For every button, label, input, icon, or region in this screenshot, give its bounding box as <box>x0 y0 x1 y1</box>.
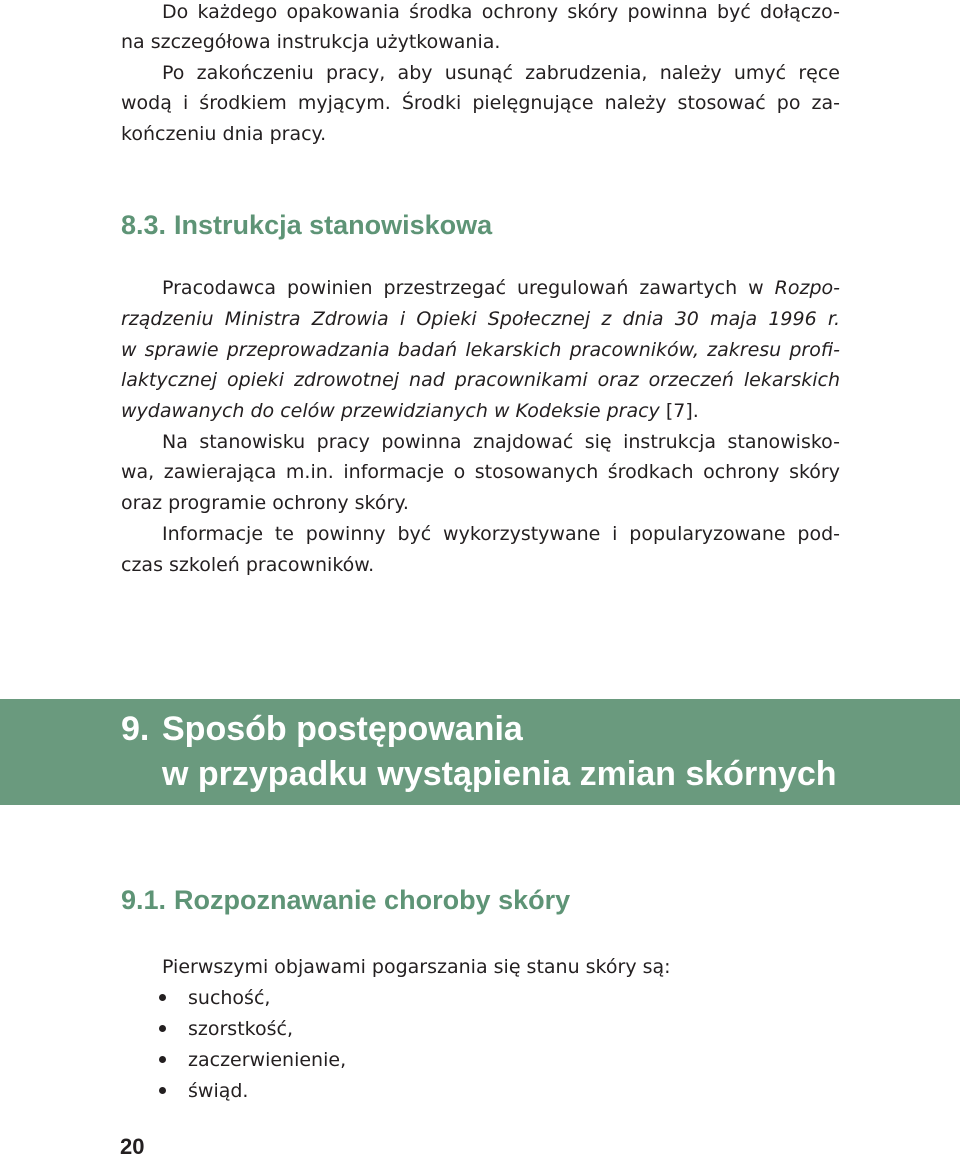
section-title: Rozpoznawanie choroby skóry <box>174 885 571 915</box>
section-number: 9.1. <box>121 885 167 915</box>
list-item: szorstkość, <box>188 1018 293 1040</box>
body-text-line: Na stanowisku pracy powinna znajdować się instrukcja stanowisko- <box>162 431 840 453</box>
list-item: zaczerwienienie, <box>188 1049 347 1071</box>
section-number: 8.3. <box>121 210 167 240</box>
body-text-line: wodą i środkiem myjącym. Środki pielęgnujące należy stosować po za- <box>121 92 840 114</box>
text-run: Pracodawca powinien przestrzegać uregulowań zawartych w <box>162 277 775 299</box>
citation: [7]. <box>659 400 699 422</box>
chapter-title-line-1: Sposób postępowania <box>162 710 523 748</box>
text-run-italic: wydawanych do celów przewidzianych w Kodeksie pracy <box>121 400 660 422</box>
body-text-line: w sprawie przeprowadzania badań lekarskich pracowników, zakresu profi- <box>121 339 840 361</box>
chapter-banner <box>0 699 960 805</box>
chapter-title-line-2: w przypadku wystąpienia zmian skórnych <box>162 755 837 793</box>
body-text-line: wa, zawierająca m.in. informacje o stosowanych środkach ochrony skóry <box>121 461 840 483</box>
bullet-icon <box>159 994 166 1001</box>
page-number: 20 <box>120 1134 145 1159</box>
list-item: suchość, <box>188 987 271 1009</box>
body-text-line: laktycznej opieki zdrowotnej nad pracownikami oraz orzeczeń lekarskich <box>121 369 840 391</box>
body-text-line: kończeniu dnia pracy. <box>121 123 327 145</box>
body-text-line: rządzeniu Ministra Zdrowia i Opieki Społecznej z dnia 30 maja 1996 r. <box>121 308 840 330</box>
bullet-icon <box>159 1056 166 1063</box>
list-item: świąd. <box>188 1080 249 1102</box>
body-text-line: oraz programie ochrony skóry. <box>121 492 409 514</box>
body-text-line: Informacje te powinny być wykorzystywane i popularyzowane pod- <box>162 523 840 545</box>
body-text-line: Po zakończeniu pracy, aby usunąć zabrudzenia, należy umyć ręce <box>162 62 840 84</box>
section-title: Instrukcja stanowiskowa <box>174 210 493 240</box>
body-text-line <box>162 276 840 300</box>
bullet-icon <box>159 1087 166 1094</box>
chapter-number: 9. <box>121 710 150 748</box>
section-heading-9-1 <box>121 884 570 916</box>
list-lead-text: Pierwszymi objawami pogarszania się stanu skóry są: <box>162 956 671 978</box>
body-text-line: na szczegółowa instrukcja użytkowania. <box>121 31 501 53</box>
text-run-italic: Rozpo- <box>774 277 840 299</box>
body-text-line <box>121 399 840 423</box>
bullet-icon <box>159 1025 166 1032</box>
section-heading-8-3 <box>121 209 492 241</box>
body-text-line: czas szkoleń pracowników. <box>121 554 375 576</box>
body-text-line: Do każdego opakowania środka ochrony skóry powinna być dołączo- <box>162 1 840 23</box>
